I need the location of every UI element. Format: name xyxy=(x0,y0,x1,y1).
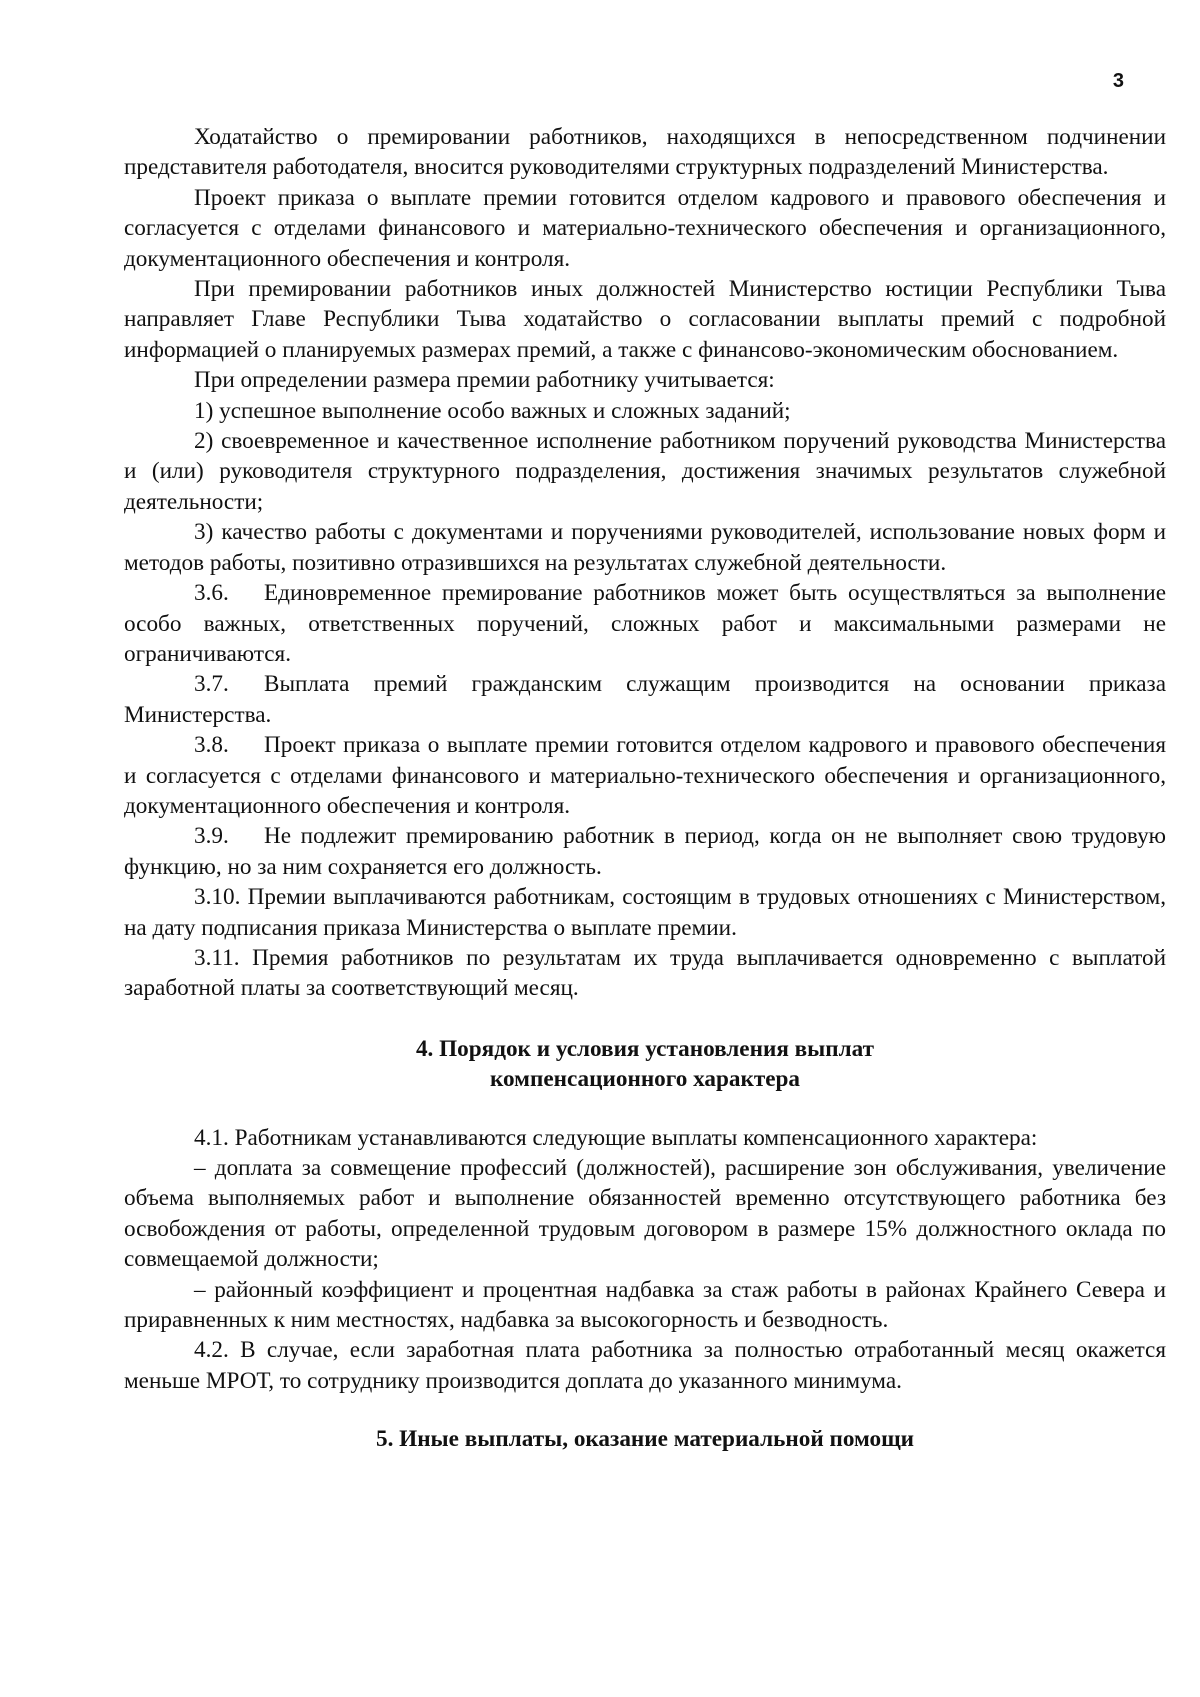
section-4-heading-line-1: 4. Порядок и условия установления выплат xyxy=(415,1035,875,1062)
clause-text: Выплата премий гражданским служащим производится на основании приказа Министерства. xyxy=(124,671,1166,728)
list-item-combination-allowance: – доплата за совмещение профессий (должностей), расширение зон обслуживания, увеличение объема выполняемых работ и выполнение обязанностей временно отсутствующего работника без освобождения от работы, определенной трудовым договором в размере 15% должностного оклада по совмещаемой должности; xyxy=(124,1155,1166,1273)
clause-4-2: 4.2. В случае, если заработная плата работника за полностью отработанный месяц окажется меньше МРОТ, то сотруднику производится доплата до указанного минимума. xyxy=(124,1337,1166,1394)
section-4-heading-line-2: компенсационного характера xyxy=(489,1066,801,1093)
clause-3-7 xyxy=(124,669,1166,730)
clause-text: Премии выплачиваются работникам, состоящим в трудовых отношениях с Министерством, на дату подписания приказа Министерства о выплате премии. xyxy=(124,884,1166,941)
paragraph-nomination: Ходатайство о премировании работников, находящихся в непосредственном подчинении представителя работодателя, вносится руководителями структурных подразделений Министерства. xyxy=(124,124,1166,181)
paragraph-other-positions: При премировании работников иных должностей Министерство юстиции Республики Тыва направляет Главе Республики Тыва ходатайство о согласовании выплаты премий с подробной информацией о планируемых размерах премий, а также с финансово-экономическим обоснованием. xyxy=(124,276,1166,363)
paragraph-bonus-criteria-intro: При определении размера премии работнику учитывается: xyxy=(194,367,775,394)
clause-3-6 xyxy=(124,578,1166,669)
clause-number: 3.9. xyxy=(194,823,229,850)
clause-3-11 xyxy=(124,943,1166,1004)
clause-4-1: 4.1. Работникам устанавливаются следующие выплаты компенсационного характера: xyxy=(194,1124,1038,1151)
paragraph-draft-order: Проект приказа о выплате премии готовится отделом кадрового и правового обеспечения и согласуется с отделами финансового и материально-технического обеспечения и организационного, документационного обеспечения и контроля. xyxy=(124,184,1166,272)
clause-number: 3.6. xyxy=(194,580,229,607)
document-body xyxy=(124,122,1166,1455)
list-item-criterion-3: 3) качество работы с документами и поручениями руководителей, использование новых форм и методов работы, позитивно отразившихся на результатах служебной деятельности. xyxy=(124,519,1166,576)
list-item-criterion-1: 1) успешное выполнение особо важных и сложных заданий; xyxy=(194,397,791,424)
clause-text: Премия работников по результатам их труда выплачивается одновременно с выплатой заработной платы за соответствующий месяц. xyxy=(124,944,1167,1002)
clause-number: 3.11. xyxy=(194,944,240,971)
clause-3-10 xyxy=(124,882,1166,943)
clause-text: Не подлежит премированию работник в период, когда он не выполняет свою трудовую функцию, но за ним сохраняется его должность. xyxy=(124,823,1166,880)
clause-text: Единовременное премирование работников может быть осуществляться за выполнение особо важных, ответственных поручений, сложных работ и максимальными размерами не ограничиваются. xyxy=(124,580,1166,667)
list-item-regional-coefficient: – районный коэффициент и процентная надбавка за стаж работы в районах Крайнего Севера и приравненных к ним местностях, надбавка за высокогорность и безводность. xyxy=(124,1276,1166,1334)
clause-number: 3.10. xyxy=(194,884,241,911)
clause-3-9 xyxy=(124,821,1166,882)
clause-number: 3.8. xyxy=(194,732,229,759)
clause-3-8 xyxy=(124,730,1166,821)
section-5-heading: 5. Иные выплаты, оказание материальной помощи xyxy=(375,1426,915,1453)
clause-text: Проект приказа о выплате премии готовится отделом кадрового и правового обеспечения и согласуется с отделами финансового и материально-технического обеспечения и организационного, документационного обеспечения и контроля. xyxy=(124,732,1166,819)
list-item-criterion-2: 2) своевременное и качественное исполнение работником поручений руководства Министерства и (или) руководителя структурного подразделения, достижения значимых результатов служебной деятельности; xyxy=(124,428,1166,515)
page-number: 3 xyxy=(1112,70,1124,92)
clause-number: 3.7. xyxy=(194,671,229,698)
